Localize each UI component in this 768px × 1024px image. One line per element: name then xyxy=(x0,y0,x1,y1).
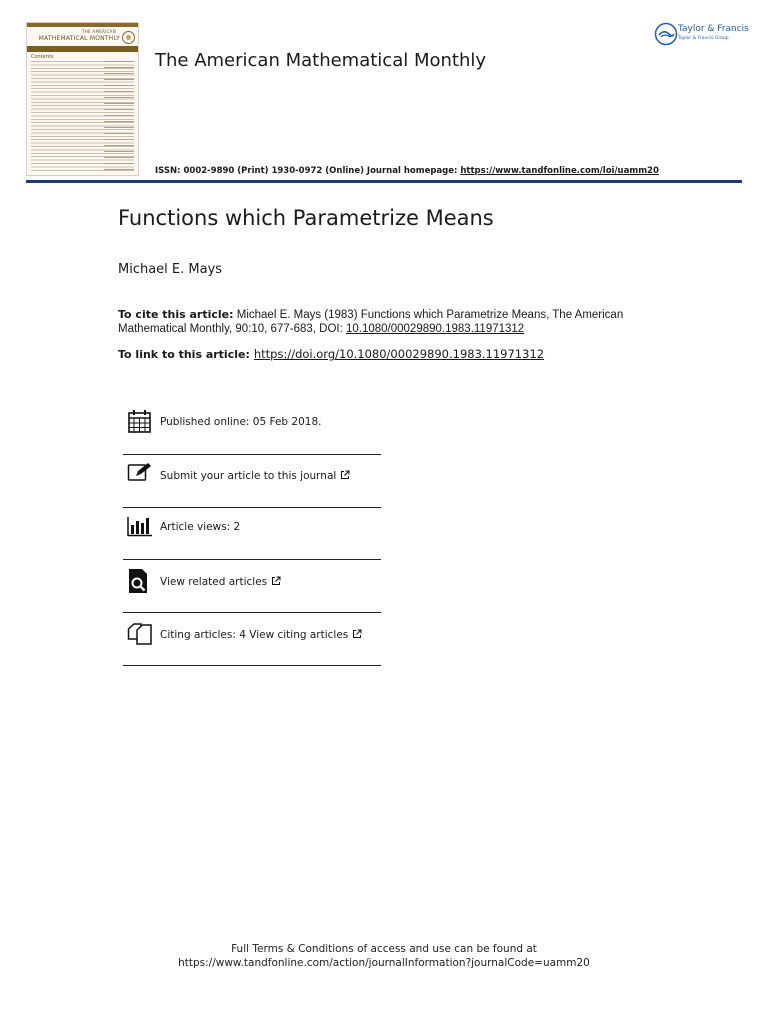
external-link-icon xyxy=(271,576,281,586)
cover-contents-label: Contents xyxy=(31,54,54,60)
cite-label: To cite this article: xyxy=(118,308,234,321)
calendar-icon xyxy=(127,409,153,435)
publisher-name: Taylor & Francis xyxy=(678,24,749,34)
footer-terms-text: Full Terms & Conditions of access and use can be found at xyxy=(231,943,537,955)
published-online-text: Published online: 05 Feb 2018. xyxy=(160,416,322,428)
article-doi-url-link[interactable]: https://doi.org/10.1080/00029890.1983.11971312 xyxy=(253,347,545,361)
article-title: Functions which Parametrize Means xyxy=(118,206,494,230)
footer-terms-url[interactable]: https://www.tandfonline.com/action/journalInformation?journalCode=uamm20 xyxy=(178,957,590,969)
issn-line xyxy=(155,166,659,176)
bar-chart-icon xyxy=(127,514,153,540)
article-views-row xyxy=(123,508,381,560)
journal-homepage-link[interactable]: https://www.tandfonline.com/loi/uamm20 xyxy=(460,166,659,176)
related-articles-row[interactable] xyxy=(123,560,381,612)
cover-big-title: MATHEMATICAL MONTHLY xyxy=(38,35,120,42)
citing-articles-row[interactable] xyxy=(123,613,381,665)
article-views-text: Article views: 2 xyxy=(160,521,241,533)
article-link-block xyxy=(118,347,544,361)
edit-pencil-icon xyxy=(127,461,153,487)
external-link-icon xyxy=(340,470,350,480)
issn-text: ISSN: 0002-9890 (Print) 1930-0972 (Online) Journal homepage: xyxy=(155,166,461,176)
submit-article-link[interactable]: Submit your article to this journal xyxy=(160,470,350,482)
submit-article-row[interactable] xyxy=(123,455,381,507)
article-author: Michael E. Mays xyxy=(118,262,223,277)
cite-text: Michael E. Mays (1983) Functions which Parametrize Means, The American Mathematical Monthly, 90:10, 677-683, DOI: xyxy=(118,309,624,335)
footer xyxy=(0,942,768,970)
view-citing-articles-link[interactable]: Citing articles: 4 View citing articles xyxy=(160,629,362,641)
document-search-icon xyxy=(127,568,153,594)
cover-seal-icon xyxy=(122,31,135,44)
meta-divider xyxy=(123,665,381,666)
external-link-icon xyxy=(352,629,362,639)
journal-cover-thumbnail xyxy=(26,22,139,176)
publisher-group: Taylor & Francis Group xyxy=(678,36,729,41)
journal-title: The American Mathematical Monthly xyxy=(155,50,487,71)
view-related-articles-link[interactable]: View related articles xyxy=(160,576,281,588)
cover-contents-lines xyxy=(31,61,134,171)
doi-link[interactable]: 10.1080/00029890.1983.11971312 xyxy=(345,323,525,335)
header-divider xyxy=(26,180,742,183)
citing-documents-icon xyxy=(127,621,153,647)
citation-block xyxy=(118,308,658,336)
link-label: To link to this article: xyxy=(118,348,250,361)
published-online-row xyxy=(123,396,381,448)
cover-small-title: THE AMERICAN xyxy=(81,29,116,34)
taylor-francis-logo-icon xyxy=(654,22,678,46)
